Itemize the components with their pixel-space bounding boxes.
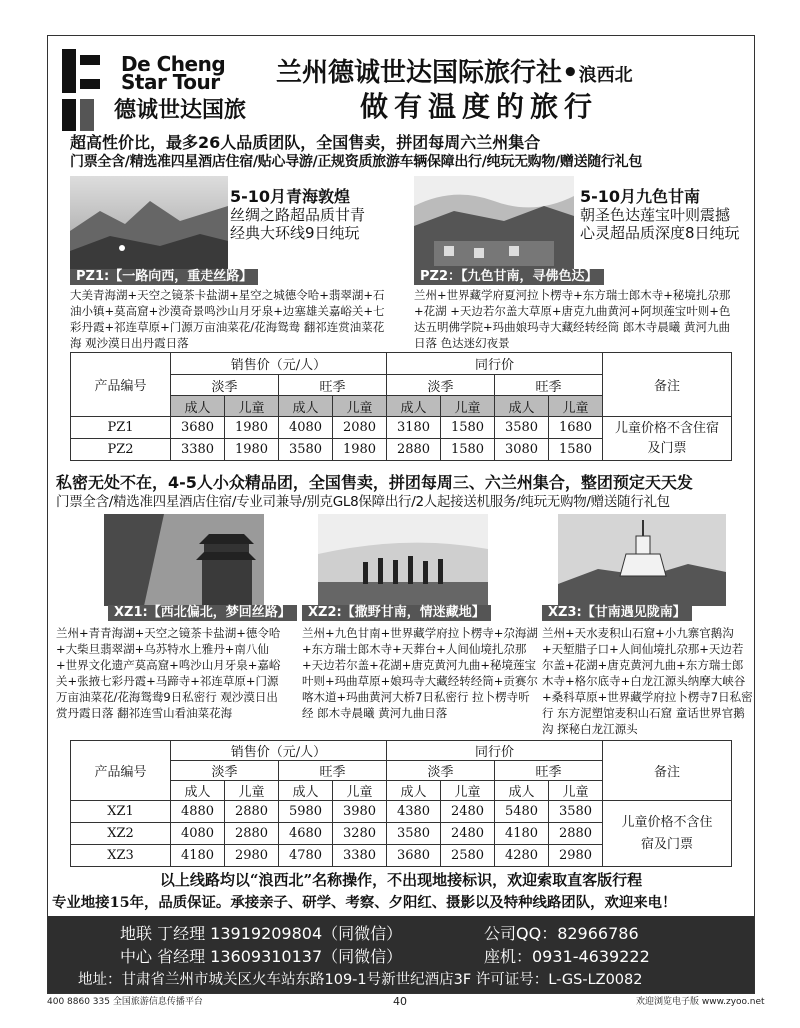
tour-caption-xz2: XZ2:【撒野甘南，情迷藏地】 [302, 605, 491, 621]
header-child: 儿童 [225, 781, 279, 801]
contact-line-2: 中心 省经理 13609310137（同微信） [120, 947, 403, 966]
season-low: 淡季 [387, 375, 495, 396]
price-cell: 1980 [333, 439, 387, 461]
tour-route-pz1: 大美青海湖+天空之镜茶卡盐湖+星空之城德令哈+翡翠湖+石油小镇+莫高窟+沙漠奇景鸣沙山月牙泉+边塞雄关嘉峪关+七彩丹霞+祁连草原+门源万亩油菜花/花海鸳鸯 翻祁连赏油菜花海 观沙漠日出丹霞日落 [70, 288, 385, 350]
price-cell: 3380 [333, 845, 387, 867]
header-adult: 成人 [279, 781, 333, 801]
advertisement-page [47, 35, 755, 994]
contact-line-1: 地联 丁经理 13919209804（同微信） [120, 924, 403, 943]
promo-line: 经典大环线9日纯玩 [230, 224, 360, 242]
price-cell: 5480 [495, 801, 549, 823]
promo-line: 朝圣色达莲宝叶则震撼 [580, 206, 731, 224]
price-cell: 4180 [495, 823, 549, 845]
price-cell: 2880 [549, 823, 603, 845]
company-qq: 公司QQ：82966786 [484, 924, 639, 943]
col-header-peer: 同行价 [387, 353, 603, 375]
section1-features: 门票全含/精选准四星酒店住宿/贴心导游/正规资质旅游车辆保障出行/纯玩无购物/赠送随行礼包 [70, 154, 643, 170]
price-cell: 1980 [225, 439, 279, 461]
col-header-note: 备注 [603, 741, 732, 801]
table-row [71, 417, 732, 439]
product-id: XZ1 [71, 801, 171, 823]
promo-line: 5-10月青海敦煌 [230, 187, 351, 206]
tour-route-xz3: 兰州+天水麦积山石窟+小九寨官鹅沟+天堑腊子口+人间仙境扎尕那+天边若尔盖+花湖+唐克黄河九曲+东方瑞士郎木寺+格尔底寺+白龙江源头纳摩大峡谷+桑科草原+世界藏学府拉卜楞寺7日私密行 东方泥塑馆麦积山石窟 童话世界官鹅沟 探秘白龙江源头 [542, 626, 753, 736]
tour-photo-pz2 [414, 176, 574, 276]
col-header-note: 备注 [603, 353, 732, 417]
season-peak: 旺季 [279, 761, 387, 781]
contact-footer [48, 916, 754, 993]
price-cell: 4080 [279, 417, 333, 439]
price-table-section1 [70, 352, 732, 461]
col-header-product: 产品编号 [71, 741, 171, 801]
price-cell: 4180 [171, 845, 225, 867]
season-peak: 旺季 [495, 375, 603, 396]
col-header-sale: 销售价（元/人） [171, 353, 387, 375]
price-cell: 1580 [441, 417, 495, 439]
price-cell: 1580 [549, 439, 603, 461]
price-cell: 2880 [225, 823, 279, 845]
price-cell: 3580 [549, 801, 603, 823]
notice-services: 专业地接15年，品质保证。承接亲子、研学、考察、夕阳红、摄影以及特种线路团队，欢迎来电！ [52, 894, 677, 911]
season-low: 淡季 [171, 761, 279, 781]
price-table-section2 [70, 740, 732, 867]
slogan: 做有温度的旅行 [360, 90, 599, 123]
product-id: PZ2 [71, 439, 171, 461]
price-cell: 3380 [171, 439, 225, 461]
tour-caption-xz3: XZ3:【甘南遇见陇南】 [542, 605, 692, 621]
tour-caption-pz1: PZ1:【一路向西，重走丝路】 [70, 269, 258, 285]
header-child: 儿童 [441, 781, 495, 801]
company-logo-icon [62, 49, 100, 131]
promo-line: 丝绸之路超品质甘青 [230, 206, 366, 224]
header-child: 儿童 [333, 396, 387, 417]
tour-route-xz2: 兰州+九色甘南+世界藏学府拉卜楞寺+尕海湖+东方瑞士郎木寺+天葬台+人间仙境扎尕那+天边若尔盖+花湖+唐克黄河九曲+秘境莲宝叶则+玛曲草原+娘玛寺大藏经转经筒+贡赛尔喀木道+玛曲黄河大桥7日私密行 拉卜楞寺听经 郎木寺晨曦 黄河九曲日落 [302, 626, 538, 720]
company-name-main: 兰州德诚世达国际旅行社• [276, 58, 579, 88]
season-low: 淡季 [387, 761, 495, 781]
header-child: 儿童 [225, 396, 279, 417]
notice-naming: 以上线路均以“浪西北”名称操作，不出现地接标识，欢迎索取直客版行程 [159, 871, 643, 889]
price-cell: 3680 [387, 845, 441, 867]
page-number: 40 [393, 995, 407, 1008]
price-cell: 3680 [171, 417, 225, 439]
price-cell: 2980 [549, 845, 603, 867]
section2-headline: 私密无处不在，4-5人小众精品团，全国售卖，拼团每周三、六兰州集合，整团预定天天发 [56, 473, 693, 492]
logo-text-en-1: De Cheng [121, 52, 226, 76]
company-name-suffix: 浪西北 [578, 65, 633, 86]
price-cell: 2880 [387, 439, 441, 461]
tour-photo-xz1 [104, 514, 264, 606]
product-id: PZ1 [71, 417, 171, 439]
header-adult: 成人 [495, 396, 549, 417]
col-header-sale: 销售价（元/人） [171, 741, 387, 761]
season-low: 淡季 [171, 375, 279, 396]
tour-caption-pz2: PZ2：【九色甘南，寻佛色达】 [414, 269, 604, 285]
product-id: XZ2 [71, 823, 171, 845]
price-cell: 3580 [387, 823, 441, 845]
tour-photo-xz2 [318, 514, 488, 606]
company-landline: 座机：0931-4639222 [484, 947, 650, 966]
header-adult: 成人 [279, 396, 333, 417]
note-cell: 儿童价格不含住宿及门票 [603, 801, 732, 867]
price-cell: 3180 [387, 417, 441, 439]
price-cell: 5980 [279, 801, 333, 823]
price-cell: 1980 [225, 417, 279, 439]
section1-headline: 超高性价比，最多26人品质团队，全国售卖，拼团每周六兰州集合 [70, 133, 541, 152]
tour-promo-pz2 [580, 188, 740, 242]
header-adult: 成人 [495, 781, 549, 801]
tour-promo-pz1 [230, 188, 365, 242]
season-peak: 旺季 [279, 375, 387, 396]
header-adult: 成人 [171, 396, 225, 417]
price-cell: 2580 [441, 845, 495, 867]
price-cell: 1580 [441, 439, 495, 461]
footer-left-text: 400 8860 335 全国旅游信息传播平台 [47, 997, 203, 1007]
tour-route-pz2: 兰州+世界藏学府夏河拉卜楞寺+东方瑞士郎木寺+秘境扎尕那+花湖 +天边若尔盖大草原+唐克九曲黄河+阿坝莲宝叶则+色达五明佛学院+玛曲娘玛寺大藏经转经筒 郎木寺晨曦 黄河九曲日落 色达迷幻夜景 [414, 288, 731, 350]
company-name [276, 58, 633, 91]
price-cell: 4880 [171, 801, 225, 823]
price-cell: 3280 [333, 823, 387, 845]
header-adult: 成人 [171, 781, 225, 801]
tour-photo-pz1 [70, 176, 228, 276]
col-header-product: 产品编号 [71, 353, 171, 417]
table-row [71, 801, 732, 823]
price-cell: 4780 [279, 845, 333, 867]
section2-features: 门票全含/精选准四星酒店住宿/专业司兼导/别克GL8保障出行/2人起接送机服务/纯玩无购物/赠送随行礼包 [56, 494, 670, 510]
header-child: 儿童 [441, 396, 495, 417]
header-child: 儿童 [549, 781, 603, 801]
price-cell: 3580 [279, 439, 333, 461]
promo-line: 心灵超品质深度8日纯玩 [580, 224, 740, 242]
price-cell: 4680 [279, 823, 333, 845]
price-cell: 4380 [387, 801, 441, 823]
season-peak: 旺季 [495, 761, 603, 781]
col-header-peer: 同行价 [387, 741, 603, 761]
price-cell: 3580 [495, 417, 549, 439]
price-cell: 3980 [333, 801, 387, 823]
footer-right-text: 欢迎浏览电子版 www.zyoo.net [636, 997, 765, 1007]
promo-line: 5-10月九色甘南 [580, 187, 701, 206]
company-address: 地址：甘肃省兰州市城关区火车站东路109-1号新世纪酒店3F 许可证号：L-GS-LZ0082 [78, 972, 643, 988]
price-cell: 2480 [441, 823, 495, 845]
tour-caption-xz1: XZ1:【西北偏北，梦回丝路】 [108, 605, 297, 621]
price-cell: 3080 [495, 439, 549, 461]
tour-photo-xz3 [558, 514, 726, 606]
header-adult: 成人 [387, 781, 441, 801]
logo-text-cn: 德诚世达国旅 [114, 98, 247, 123]
header-child: 儿童 [333, 781, 387, 801]
price-cell: 1680 [549, 417, 603, 439]
header-child: 儿童 [549, 396, 603, 417]
price-cell: 4080 [171, 823, 225, 845]
logo-text-en-2: Star Tour [121, 70, 220, 94]
header-adult: 成人 [387, 396, 441, 417]
product-id: XZ3 [71, 845, 171, 867]
note-cell: 儿童价格不含住宿及门票 [603, 417, 732, 461]
price-cell: 4280 [495, 845, 549, 867]
price-cell: 2080 [333, 417, 387, 439]
price-cell: 2980 [225, 845, 279, 867]
price-cell: 2480 [441, 801, 495, 823]
tour-route-xz1: 兰州+青青海湖+天空之镜茶卡盐湖+德令哈+大柴旦翡翠湖+乌苏特水上雅丹+南八仙+世界文化遗产莫高窟+鸣沙山月牙泉+嘉峪关+张掖七彩丹霞+马蹄寺+祁连草原+门源万亩油菜花/花海鸳鸯9日私密行 观沙漠日出 赏丹霞日落 翻祁连雪山看油菜花海 [56, 626, 281, 720]
price-cell: 2880 [225, 801, 279, 823]
